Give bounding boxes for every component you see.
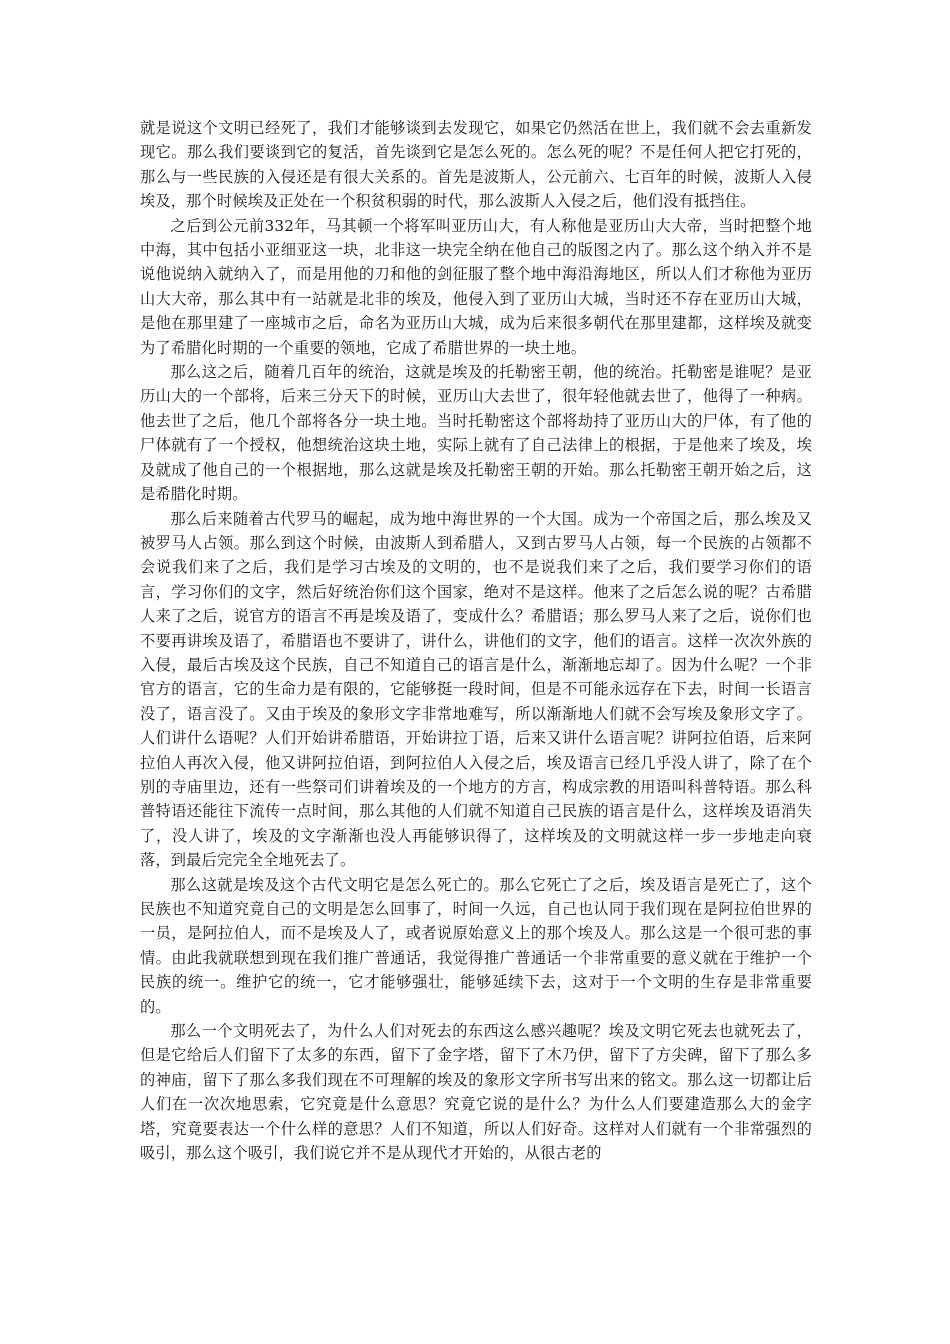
paragraph-1: 就是说这个文明已经死了，我们才能够谈到去发现它，如果它仍然活在世上，我们就不会去重新发现它。那么我们要谈到它的复活，首先谈到它是怎么死的。怎么死的呢？不是任何人把它打死的，那么与一些民族的入侵还是有很大关系的。首先是波斯人，公元前六、七百年的时候，波斯人入侵埃及，那个时候埃及正处在一个积贫积弱的时代，那么波斯人入侵之后，他们没有抵挡住。 — [140, 119, 812, 211]
paragraph-4: 那么后来随着古代罗马的崛起，成为地中海世界的一个大国。成为一个帝国之后，那么埃及又被罗马人占领。那么到这个时候，由波斯人到希腊人，又到古罗马人占领，每一个民族的占领都不会说我们来了之后，我们是学习古埃及的文明的，也不是说我们来了之后，我们要学习你们的语言，学习你们的文字，然后好统治你们这个国家，绝对不是这样。他来了之后怎么说的呢？古希腊人来了之后，说官方的语言不再是埃及语了，变成什么？希腊语；那么罗马人来了之后，说你们也不要再讲埃及语了，希腊语也不要讲了，讲什么，讲他们的文字，他们的语言。这样一次次外族的入侵，最后古埃及这个民族，自己不知道自己的语言是什么，渐渐地忘却了。因为什么呢？一个非官方的语言，它的生命力是有限的，它能够挺一段时间，但是不可能永远存在下去，时间一长语言没了，语言没了。又由于埃及的象形文字非常地难写，所以渐渐地人们就不会写埃及象形文字了。人们讲什么语呢？人们开始讲希腊语，开始讲拉丁语，后来又讲什么语言呢？讲阿拉伯语，后来阿拉伯人再次入侵，他又讲阿拉伯语，到阿拉伯人入侵之后，埃及语言已经几乎没人讲了，除了在个别的寺庙里边，还有一些祭司们讲着埃及的一个地方的方言，构成宗教的用语叫科普特语。那么科普特语还能往下流传一点时间，那么其他的人们就不知道自己民族的语言是什么，这样埃及语消失了，没人讲了，埃及的文字渐渐也没人再能够识得了，这样埃及的文明就这样一步一步地走向衰落，到最后完完全全地死去了。 — [140, 509, 812, 870]
paragraph-5: 那么这就是埃及这个古代文明它是怎么死亡的。那么它死亡了之后，埃及语言是死亡了，这个民族也不知道究竟自己的文明是怎么回事了，时间一久远，自己也认同于我们现在是阿拉伯世界的一员，是阿拉伯人，而不是埃及人了，或者说原始意义上的那个埃及人。那么这是一个很可悲的事情。由此我就联想到现在我们推广普通话，我觉得推广普通话一个非常重要的意义就在于维护一个民族的统一。维护它的统一，它才能够强壮，能够延续下去，这对于一个文明的生存是非常重要的。 — [140, 875, 812, 1016]
paragraph-2: 之后到公元前332年，马其顿一个将军叫亚历山大，有人称他是亚历山大大帝，当时把整个地中海，其中包括小亚细亚这一块，北非这一块完全纳在他自己的版图之内了。那么这个纳入并不是说他说纳入就纳入了，而是用他的刀和他的剑征服了整个地中海沿海地区，所以人们才称他为亚历山大大帝，那么其中有一站就是北非的埃及，他侵入到了亚历山大城，当时还不存在亚历山大城，是他在那里建了一座城市之后，命名为亚历山大城，成为后来很多朝代在那里建都，这样埃及就变为了希腊化时期的一个重要的领地，它成了希腊世界的一块土地。 — [140, 216, 812, 357]
document-body — [140, 116, 812, 1165]
paragraph-3: 那么这之后，随着几百年的统治，这就是埃及的托勒密王朝，他的统治。托勒密是谁呢？是亚历山大的一个部将，后来三分天下的时候，亚历山大去世了，很年轻他就去世了，他得了一种病。他去世了之后，他几个部将各分一块土地。当时托勒密这个部将劫持了亚历山大的尸体，有了他的尸体就有了一个授权，他想统治这块土地，实际上就有了自己法律上的根据，于是他来了埃及，埃及就成了他自己的一个根据地，那么这就是埃及托勒密王朝的开始。那么托勒密王朝开始之后，这是希腊化时期。 — [140, 363, 812, 504]
paragraph-6: 那么一个文明死去了，为什么人们对死去的东西这么感兴趣呢？埃及文明它死去也就死去了，但是它给后人们留下了太多的东西，留下了金字塔，留下了木乃伊，留下了方尖碑，留下了那么多的神庙，留下了那么多我们现在不可理解的埃及的象形文字所书写出来的铭文。那么这一切都让后人们在一次次地思索，它究竟是什么意思？究竟它说的是什么？为什么人们要建造那么大的金字塔，究竟要表达一个什么样的意思？人们不知道，所以人们好奇。这样对人们就有一个非常强烈的吸引，那么这个吸引，我们说它并不是从现代才开始的，从很古老的 — [140, 1022, 812, 1163]
